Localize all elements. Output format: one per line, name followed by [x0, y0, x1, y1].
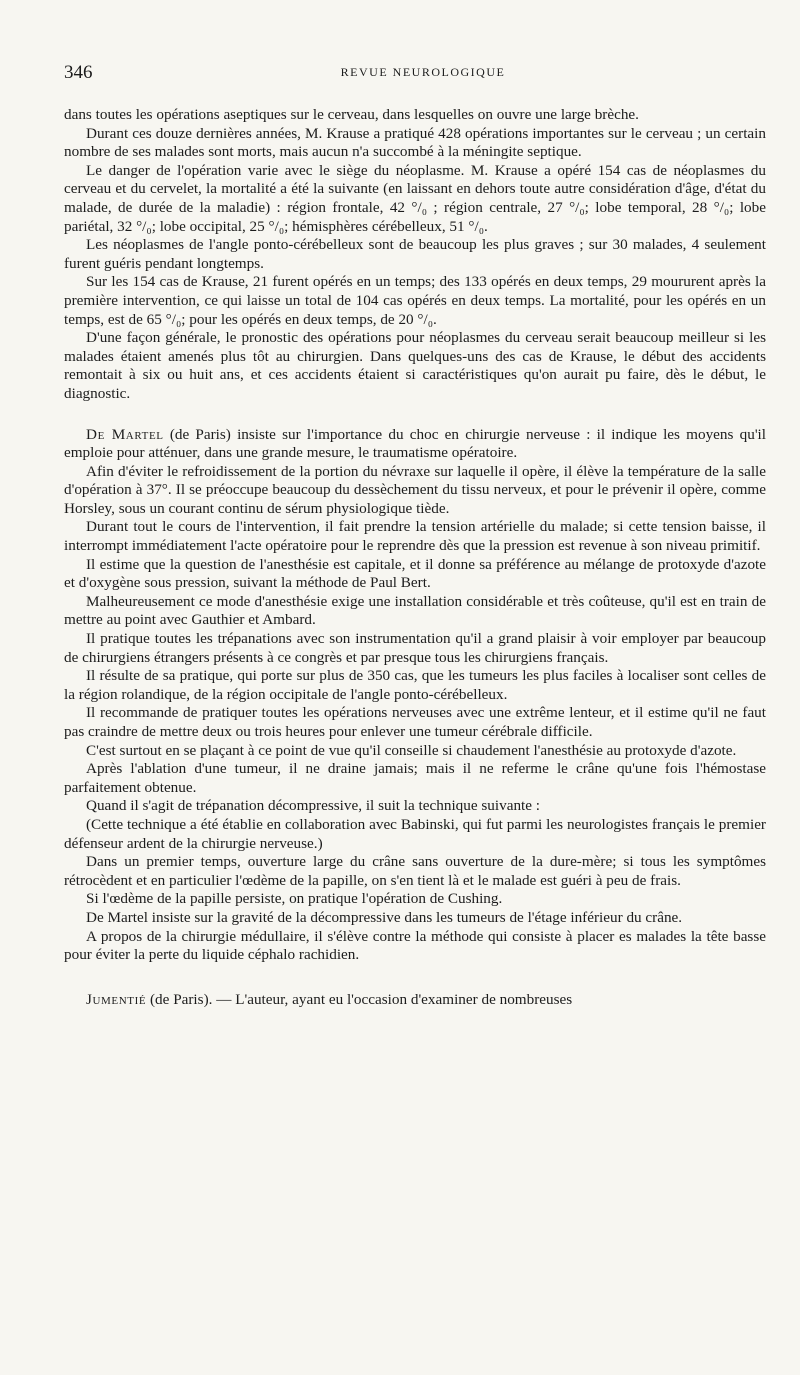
paragraph: Il pratique toutes les trépanations avec son instrumentation qu'il a grand plaisir à voir employer par beaucoup de chirurgiens étrangers présents à ce congrès et par presque tous les chirurgiens français.	[64, 630, 766, 666]
paragraph: Quand il s'agit de trépanation décompressive, il suit la technique suivante :	[86, 797, 541, 815]
de-martel-section	[64, 426, 766, 965]
running-title: REVUE NEUROLOGIQUE	[340, 65, 506, 79]
paragraph: Les néoplasmes de l'angle ponto-cérébelleux sont de beaucoup les plus graves ; sur 30 malades, 4 seulement furent guéris pendant longtemps.	[64, 236, 766, 272]
paragraph: Après l'ablation d'une tumeur, il ne draine jamais; mais il ne referme le crâne qu'une fois l'hémostase parfaitement obtenue.	[64, 760, 766, 796]
paragraph: Durant ces douze dernières années, M. Krause a pratiqué 428 opérations importantes sur le cerveau ; un certain nombre de ses malades sont morts, mais aucun n'a succombé à la méningite septique.	[64, 124, 766, 161]
lead-text: (de Paris). — L'auteur, ayant eu l'occasion d'examiner de nombreuses	[146, 990, 573, 1008]
paragraph: Il estime que la question de l'anesthésie est capitale, et il donne sa préférence au mélange de protoxyde d'azote et d'oxygène sous pression, suivant la méthode de Paul Bert.	[64, 555, 766, 592]
paragraph: D'une façon générale, le pronostic des opérations pour néoplasmes du cerveau serait beaucoup meilleur si les malades étaient amenés plus tôt au chirurgien. Dans quelques-uns des cas de Krause, le début des accidents remontait à six ou huit ans, et ces accidents étaient si caractéristiques qu'on aurait pu faire, dès le début, le diagnostic.	[64, 329, 766, 402]
paragraph: Sur les 154 cas de Krause, 21 furent opérés en un temps; des 133 opérés en deux temps, 29 moururent après la première intervention, ce qui laisse un total de 104 cas opérés en deux temps. La mortalité, pour les opérés en un temps, est de 65 °/₀; pour les opérés en deux temps, de 20 °/₀.	[64, 273, 766, 328]
author-name: De Martel	[86, 425, 164, 443]
section-lead-paragraph	[64, 991, 766, 1010]
paragraph: Si l'œdème de la papille persiste, on pratique l'opération de Cushing.	[86, 890, 503, 908]
paragraph: dans toutes les opérations aseptiques sur le cerveau, dans lesquelles on ouvre une large brèche.	[64, 106, 639, 123]
paragraph: A propos de la chirurgie médullaire, il s'élève contre la méthode qui consiste à placer es malades la tête basse pour éviter la perte du liquide céphalo rachidien.	[64, 927, 766, 964]
paragraph: Le danger de l'opération varie avec le siège du néoplasme. M. Krause a opéré 154 cas de néoplasmes du cerveau et du cervelet, la mortalité a été la suivante (en laissant en dehors toute autre considération d'âge, d'état du malade, de durée de la maladie) : région frontale, 42 °/₀ ; région centrale, 27 °/₀; lobe temporal, 28 °/₀; lobe pariétal, 32 °/₀; lobe occipital, 25 °/₀; hémisphères cérébelleux, 51 °/₀.	[64, 161, 766, 235]
paragraph: Dans un premier temps, ouverture large du crâne sans ouverture de la dure-mère; si tous les symptômes rétrocèdent et en particulier l'œdème de la papille, on s'en tient là et le malade est guéri à peu de frais.	[64, 853, 766, 889]
page-body	[64, 106, 766, 1009]
paragraph: Il recommande de pratiquer toutes les opérations nerveuses avec une extrême lenteur, et il estime qu'il ne faut pas craindre de mettre deux ou trois heures pour enlever une tumeur cérébrale difficile.	[64, 704, 766, 740]
lead-text: (de Paris) insiste sur l'importance du choc en chirurgie nerveuse : il indique les moyens qu'il emploie pour atténuer, dans une grande mesure, le traumatisme opératoire.	[64, 425, 766, 462]
paragraph: C'est surtout en se plaçant à ce point de vue qu'il conseille si chaudement l'anesthésie au protoxyde d'azote.	[86, 741, 737, 759]
section-lead-paragraph	[64, 426, 766, 463]
page-header	[64, 62, 764, 86]
author-name: Jumentié	[86, 990, 147, 1008]
paragraph: Il résulte de sa pratique, qui porte sur plus de 350 cas, que les tumeurs les plus faciles à localiser sont celles de la région rolandique, de la région occipitale de l'angle ponto-cérébelleux.	[64, 667, 766, 703]
paragraph: Durant tout le cours de l'intervention, il fait prendre la tension artérielle du malade; si cette tension baisse, il interrompt immédiatement l'acte opératoire pour le reprendre dès que la pression est revenue à son niveau primitif.	[64, 518, 766, 555]
paragraph: (Cette technique a été établie en collaboration avec Babinski, qui fut parmi les neurologistes français le premier défenseur ardent de la chirurgie nerveuse.)	[64, 815, 766, 852]
jumentie-section	[64, 991, 766, 1010]
paragraph: Malheureusement ce mode d'anesthésie exige une installation considérable et très coûteuse, qu'il est en train de mettre au point avec Gauthier et Ambard.	[64, 592, 766, 629]
page-number: 346	[64, 62, 93, 83]
paragraph: Afin d'éviter le refroidissement de la portion du névraxe sur laquelle il opère, il élève la température de la salle d'opération à 37°. Il se préoccupe beaucoup du dessèchement du tissu nerveux, et pour le prévenir il opère, comme Horsley, sous un courant continu de sérum physiologique tiède.	[64, 462, 766, 517]
paragraph: De Martel insiste sur la gravité de la décompressive dans les tumeurs de l'étage inférieur du crâne.	[86, 908, 683, 926]
krause-section	[64, 106, 766, 404]
